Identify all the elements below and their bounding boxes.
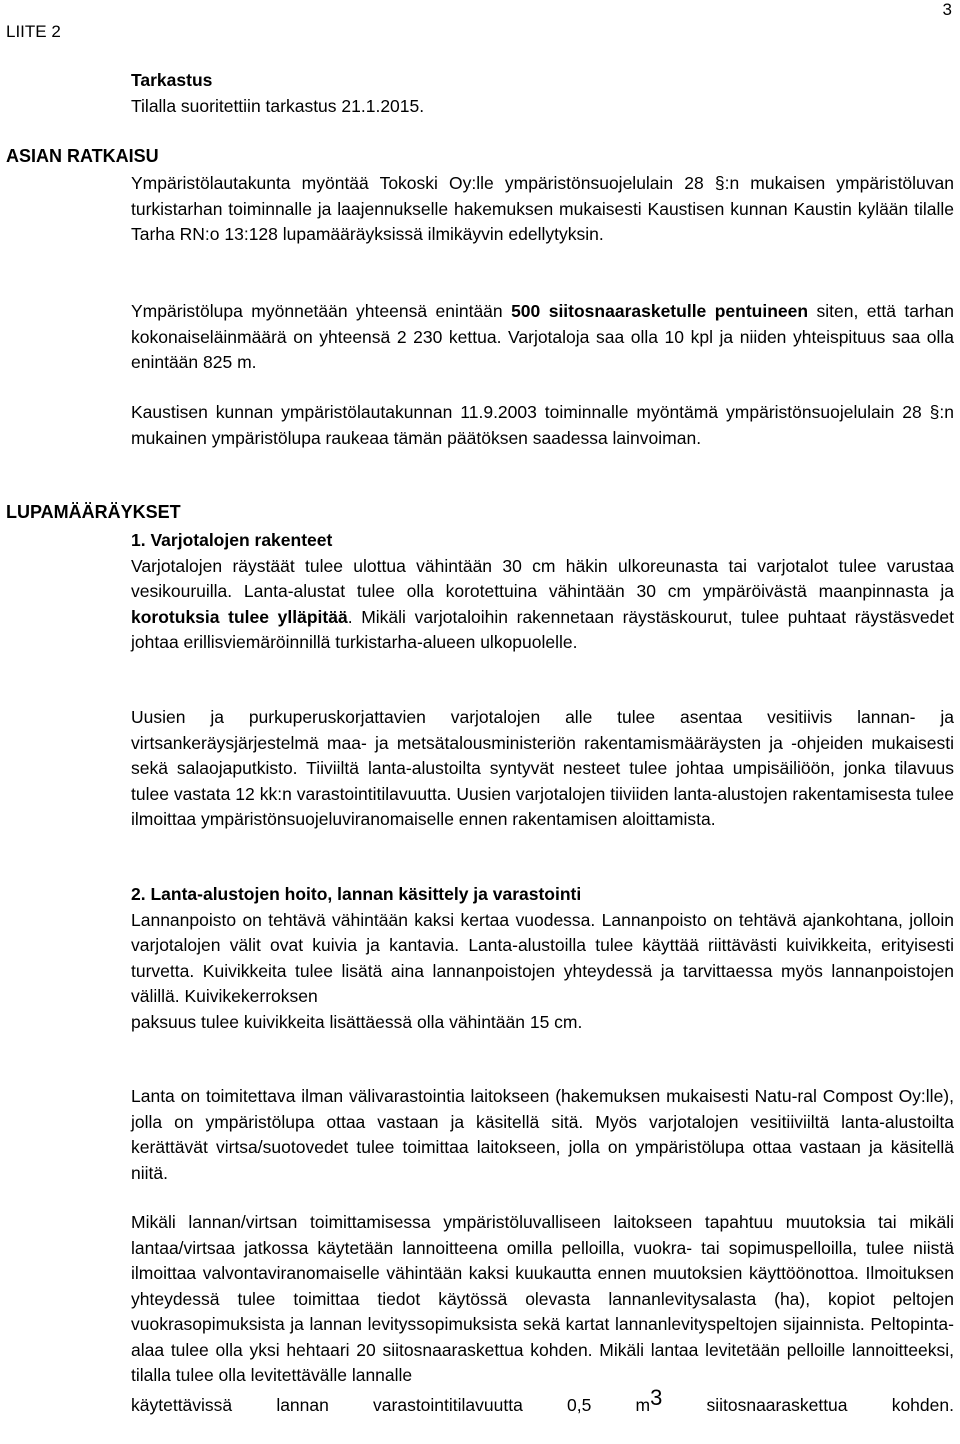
item2-title: 2. Lanta-alustojen hoito, lannan käsittely ja varastointi — [131, 884, 582, 904]
item1-p2-block — [131, 705, 954, 833]
item2-paragraph-1-last: paksuus tulee kuivikkeita lisättäessä olla vähintään 15 cm. — [131, 1011, 583, 1032]
ratkaisu-p2-block — [131, 299, 954, 376]
lupamaaraykset-heading: LUPAMÄÄRÄYKSET — [6, 502, 181, 522]
item2-last-line — [131, 1384, 954, 1419]
appendix-label: LIITE 2 — [6, 22, 61, 41]
last-word-7: kohden. — [891, 1394, 954, 1415]
item2-paragraph-3: Mikäli lannan/virtsan toimittamisessa ympäristöluvalliseen laitokseen tapahtuu muutoksia tai mikäli lantaa/virtsaa jatkossa käytetään lannoitteena omilla pelloilla, vuokra- tai sopimuspelloilla, tulee niistä ilmoittaa valvontaviranomaiselle vähintään kaksi kuukautta ennen muutoksien käyttöönottoa. Ilmoituksen yhteydessä tulee toimittaa tiedot käytössä olevasta lannanlevitysalasta (ha), kopiot peltojen vuokrasopimuksista ja lannan levityssopimuksista sekä kartat lannanlevityspeltojen sijainnista. Peltopinta-alaa tulee olla yksi hehtaari 20 siitosnaaraskettua kohden. Mikäli lantaa levitetään pelloille lannoitteeksi, tilalla tulee olla levitettävälle lannalle — [131, 1212, 954, 1385]
item2-p2-block — [131, 1084, 954, 1186]
ratkaisu-heading: ASIAN RATKAISU — [6, 146, 159, 166]
unit-m: m — [635, 1394, 651, 1415]
ratkaisu-p3-block — [131, 400, 954, 451]
unit-superscript: 3 — [650, 1384, 663, 1410]
last-word-1: käytettävissä — [131, 1394, 233, 1415]
item1-p1-bold: korotuksia tulee ylläpitää — [131, 606, 348, 627]
ratkaisu-paragraph-3: Kaustisen kunnan ympäristölautakunnan 11.9.2003 toiminnalle myöntämä ympäristönsuojelulain 28 §:n mukainen ympäristölupa raukeaa tämän päätöksen saadessa lainvoiman. — [131, 402, 954, 448]
ratkaisu-p2-bold: 500 siitosnaarasketulle pentuineen — [511, 301, 809, 321]
ratkaisu-paragraph-1: Ympäristölautakunta myöntää Tokoski Oy:lle ympäristönsuojelulain 28 §:n mukaisen ympäristöluvan turkistarhan toiminnalle ja laajennukselle hakemuksen mukaisesti Kaustisen kunnan Kaustin kylään tilalle Tarha RN:o 13:128 lupamääräyksissä ilmikäyvin edellytyksin. — [131, 173, 954, 244]
ratkaisu-paragraph-2 — [131, 299, 954, 376]
last-word-4: 0,5 — [567, 1394, 592, 1415]
last-word-2: lannan — [276, 1394, 329, 1415]
ratkaisu-p2-post: siten, että tarhan kokonaiseläinmäärä on yhteensä 2 230 kettua. Varjotaloja saa olla 10 kpl ja niiden yhteispituus saa olla enintään 825 m. — [131, 301, 954, 372]
item2-block — [131, 882, 954, 1035]
item1-paragraph-1 — [131, 554, 954, 656]
item1-p1-post: . Mikäli varjotaloihin rakennetaan räystäskourut, tulee puhtaat räystäsvedet johtaa erillisviemäröinnillä turkistarha-alueen ulkopuolelle. — [131, 606, 954, 652]
item1-p1-pre: Varjotalojen räystäät tulee ulottua vähintään 30 cm häkin ulkoreunasta tai varjotalot tulee varustaa vesikouruilla. Lanta-alustat tulee olla korotettuina vähintään 30 cm ympäröivästä maanpinnasta ja — [131, 555, 954, 601]
item1-title: 1. Varjotalojen rakenteet — [131, 530, 333, 550]
tarkastus-text: Tilalla suoritettiin tarkastus 21.1.2015. — [131, 95, 425, 116]
ratkaisu-section — [131, 171, 954, 248]
item2-paragraph-2: Lanta on toimitettava ilman välivarastointia laitokseen (hakemuksen mukaisesti Natu-ral Compost Oy:lle), jolla on ympäristölupa ottaa vastaan ja käsitellä sitä. Myös varjotalojen vesitiiviiltä lanta-alustoilta kerättävät virtsa/suotovedet tulee toimittaa laitokseen, jolla on ympäristölupa ottaa vastaan ja käsitellä niitä. — [131, 1086, 954, 1183]
item1-block — [131, 528, 954, 656]
tarkastus-heading: Tarkastus — [131, 70, 213, 90]
ratkaisu-p2-pre: Ympäristölupa myönnetään yhteensä enintään — [131, 301, 512, 321]
page-number: 3 — [942, 0, 952, 19]
item1-paragraph-2: Uusien ja purkuperuskorjattavien varjotalojen alle tulee asentaa vesitiivis lannan- ja virtsankeräysjärjestelmä maa- ja metsätalousministeriön rakentamismääräysten ja -ohjeiden mukaisesti sekä salaojaputkisto. Tiiviiltä lanta-alustoilta syntyvät nesteet tulee johtaa umpisäiliöön, jonka tilavuus tulee vastata 12 kk:n varastointitilavuutta. Uusien varjotalojen tiiviiden lanta-alustojen rakentamisesta tulee ilmoittaa ympäristönsuojeluviranomaiselle ennen rakentamisen aloittamista. — [131, 707, 954, 829]
last-word-6: siitosnaaraskettua — [706, 1394, 848, 1415]
item2-p3-block — [131, 1210, 954, 1418]
tarkastus-section — [131, 68, 954, 119]
item2-paragraph-1: Lannanpoisto on tehtävä vähintään kaksi kertaa vuodessa. Lannanpoisto on tehtävä ajankohtana, jolloin varjotalojen välit ovat kuivia ja kantavia. Lanta-alustoilla tulee käyttää riittävästi kuivikkeita, erityisesti turvetta. Kuivikkeita tulee lisätä aina lannanpoistojen yhteydessä ja tarvittaessa myös lannanpoistojen välillä. Kuivikekerroksen — [131, 909, 954, 1006]
last-word-5 — [635, 1384, 663, 1419]
last-word-3: varastointitilavuutta — [373, 1394, 523, 1415]
